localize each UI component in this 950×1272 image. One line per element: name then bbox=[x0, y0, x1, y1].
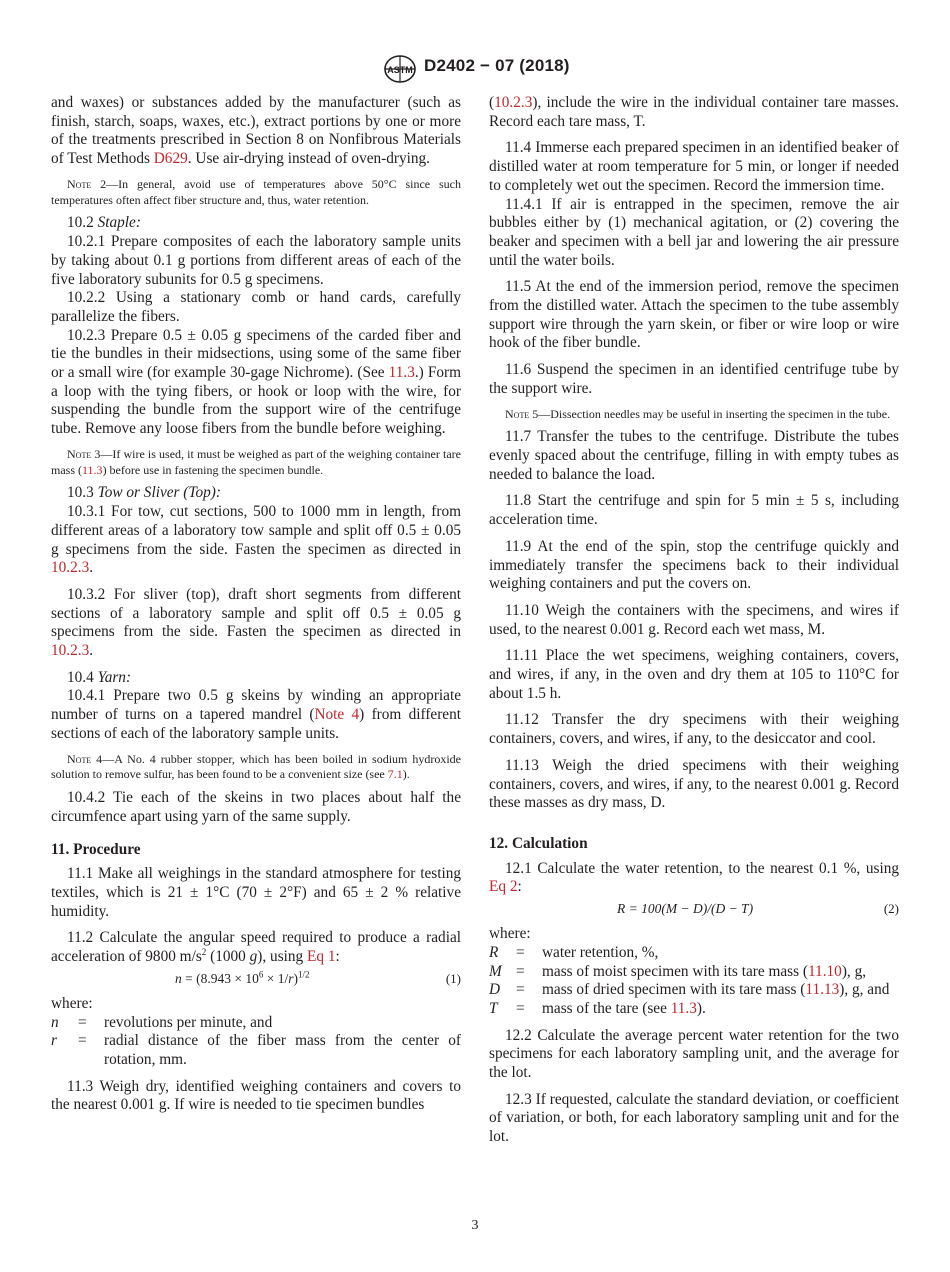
note-4: Note 4—A No. 4 rubber stopper, which has been boiled in sodium hydroxide solution to remove sulfur, has been found to be a convenient size (see 7.1). bbox=[51, 751, 461, 782]
link-eq-1[interactable]: Eq 1 bbox=[307, 948, 336, 966]
link-7-1[interactable]: 7.1 bbox=[387, 767, 403, 782]
equation-2 bbox=[489, 897, 899, 921]
section-11-6: 11.6 Suspend the specimen in an identified centrifuge tube by the support wire. bbox=[489, 361, 899, 397]
section-11-5: 11.5 At the end of the immersion period, remove the specimen from the distilled water. Attach the specimen to the tube assembly support wire through the yarn skein, or fiber or wire loop or wire hook of the fiber bundle. bbox=[489, 278, 899, 352]
section-10-3: 10.3 Tow or Sliver (Top): bbox=[67, 484, 221, 502]
note-2: Note 2—In general, avoid use of temperatures above 50°C since such temperatures often affect fiber structure and, thus, water retention. bbox=[51, 176, 461, 207]
section-11-8: 11.8 Start the centrifuge and spin for 5 min ± 5 s, including acceleration time. bbox=[489, 492, 899, 529]
section-10-2-3: 10.2.3 Prepare 0.5 ± 0.05 g specimens of the carded fiber and tie the bundles in their midsections, using some of the same fiber or a small wire (for example 30-gage Nichrome). (See 11.3.) Form a loop with the tying fibers, or hook or loop with the wire, for suspending the bundle from the support wire of the centrifuge tube. Remove any loose fibers from the bundle before weighing. bbox=[51, 326, 461, 438]
page-number: 3 bbox=[471, 1218, 479, 1233]
section-10-3-2: 10.3.2 For sliver (top), draft short segments from different sections of a laboratory sample and split off 0.5 ± 0.05 g specimens from the side. Fasten the specimen as directed in 10.2.3. bbox=[51, 585, 461, 660]
section-10-2-1: 10.2.1 Prepare composites of each the laboratory sample units by taking about 0.1 g portions from different areas of each of the five laboratory subunits for 0.5 g specimens. bbox=[51, 233, 461, 288]
section-10-4: 10.4 Yarn: bbox=[67, 668, 132, 686]
section-11-11: 11.11 Place the wet specimens, weighing containers, covers, and wires, if any, in the oven and dry them at 105 to 110°C for about 1.5 h. bbox=[489, 647, 899, 702]
section-11-9: 11.9 At the end of the spin, stop the centrifuge quickly and immediately transfer the specimens back to their individual weighing containers and put the covers on. bbox=[489, 537, 899, 593]
section-11-4-1: 11.4.1 If air is entrapped in the specimen, remove the air bubbles either by (1) mechanical agitation, or (2) covering the beaker and specimen with a bell jar and lowering the air pressure until the water boils. bbox=[489, 195, 899, 269]
section-12-2: 12.2 Calculate the average percent water retention for the two specimens for each laboratory sampling unit, and the average for the lot. bbox=[489, 1026, 899, 1082]
section-11-1: 11.1 Make all weighings in the standard atmosphere for testing textiles, which is 21 ± 1°C (70 ± 2°F) and 65 ± 2 % relative humidity. bbox=[51, 865, 461, 920]
note-5: Note 5—Dissection needles may be useful in inserting the specimen in the tube. bbox=[505, 406, 891, 421]
link-11-3[interactable]: 11.3 bbox=[388, 364, 415, 382]
definition-M: M = mass of moist specimen with its tare mass (11.10), g, bbox=[489, 962, 867, 980]
where-label: where: bbox=[51, 994, 93, 1012]
section-11-3: 11.3 Weigh dry, identified weighing containers and covers to the nearest 0.001 g. If wire is needed to tie specimen bundles bbox=[51, 1077, 461, 1114]
equation-2-expression: R = 100(M − D)/(D − T) bbox=[617, 901, 754, 917]
link-11-13[interactable]: 11.13 bbox=[805, 981, 840, 999]
equation-2-number: (2) bbox=[883, 901, 899, 917]
note-3: Note 3—If wire is used, it must be weighed as part of the weighing container tare mass (11.3) before use in fastening the specimen bundle. bbox=[51, 446, 461, 477]
section-11-4: 11.4 Immerse each prepared specimen in an identified beaker of distilled water at room temperature for 5 min, or longer if needed to completely wet out the specimen. Record the immersion time. bbox=[489, 139, 899, 194]
equation-1 bbox=[51, 967, 461, 991]
logo-text: ASTM bbox=[387, 65, 413, 75]
link-11-10[interactable]: 11.10 bbox=[807, 962, 842, 980]
link-note-4[interactable]: Note 4 bbox=[314, 706, 360, 724]
section-11-2: 11.2 Calculate the angular speed required to produce a radial acceleration of 9800 $m/s^2$ (1000 g), using Eq 1: bbox=[51, 929, 461, 966]
section-12-1: 12.1 Calculate the water retention, to the nearest 0.1 %, using Eq 2: bbox=[489, 859, 899, 896]
section-10-4-2: 10.4.2 Tie each of the skeins in two places about half the circumfence apart using yarn of the same supply. bbox=[51, 789, 461, 825]
page-header bbox=[0, 48, 950, 88]
section-10-2-2: 10.2.2 Using a stationary comb or hand cards, carefully parallelize the fibers. bbox=[51, 289, 461, 325]
definition-T: T = mass of the tare (see 11.3). bbox=[489, 999, 706, 1017]
link-d629[interactable]: D629 bbox=[153, 150, 188, 168]
heading-calculation: 12. Calculation bbox=[489, 835, 588, 852]
heading-procedure: 11. Procedure bbox=[51, 840, 141, 858]
section-11-13: 11.13 Weigh the dried specimens with their weighing containers, covers, and wires, if any, to the nearest 0.001 g. Record these masses as dry mass, D. bbox=[489, 756, 899, 812]
section-10-2: 10.2 Staple: bbox=[67, 214, 141, 232]
section-10-3-1: 10.3.1 For tow, cut sections, 500 to 1000 mm in length, from different areas of a laboratory tow sample and split off 0.5 ± 0.05 g specimens from the side. Fasten the specimen as directed in 10.2.3. bbox=[51, 503, 461, 577]
definition-D: D = mass of dried specimen with its tare mass (11.13), g, and bbox=[489, 981, 890, 999]
link-10-2-3[interactable]: 10.2.3 bbox=[494, 94, 533, 111]
left-column bbox=[51, 94, 461, 1115]
section-11-12: 11.12 Transfer the dry specimens with their weighing containers, covers, and wires, if any, to the desiccator and cool. bbox=[489, 711, 899, 748]
definition-r: r = radial distance of the fiber mass from the center of rotation, mm. bbox=[51, 1032, 461, 1068]
section-11-10: 11.10 Weigh the containers with the specimens, and wires if used, to the nearest 0.001 g. Record each wet mass, M. bbox=[489, 601, 899, 638]
link-10-2-3[interactable]: 10.2.3 bbox=[51, 559, 90, 577]
right-column bbox=[489, 94, 899, 1147]
definition-n: n = revolutions per minute, and bbox=[51, 1013, 273, 1031]
section-11-7: 11.7 Transfer the tubes to the centrifuge. Distribute the tubes evenly spaced about the centrifuge, filling in with empty tubes as needed to balance the load. bbox=[489, 428, 899, 483]
paragraph-continuation: (10.2.3), include the wire in the individual container tare masses. Record each tare mass, T. bbox=[489, 94, 899, 130]
where-label: where: bbox=[489, 925, 531, 943]
paragraph-continuation: and waxes) or substances added by the manufacturer (such as finish, starch, soaps, waxes, etc.), extract portions by one or more of the treatments prescribed in Section 8 on Nonfibrous Materials of Test Methods D629. Use air-drying instead of oven-drying. bbox=[51, 94, 461, 168]
equation-1-expression: $n = (8.943 \times 10^6 \times 1/r)^{1/2}$ bbox=[175, 969, 310, 986]
section-10-4-1: 10.4.1 Prepare two 0.5 g skeins by winding an appropriate number of turns on a tapered mandrel (Note 4) from different sections of each of the laboratory sample units. bbox=[51, 687, 461, 742]
astm-logo-icon bbox=[380, 54, 420, 84]
definition-R: R = water retention, %, bbox=[489, 943, 659, 961]
link-10-2-3[interactable]: 10.2.3 bbox=[51, 642, 90, 660]
link-11-3[interactable]: 11.3 bbox=[670, 999, 697, 1017]
document-id: D2402 − 07 (2018) bbox=[424, 56, 570, 75]
link-11-3[interactable]: 11.3 bbox=[82, 462, 103, 477]
section-12-3: 12.3 If requested, calculate the standard deviation, or coefficient of variation, or both, for each laboratory sampling unit and for the lot. bbox=[489, 1090, 899, 1146]
equation-1-number: (1) bbox=[445, 970, 461, 986]
link-eq-2[interactable]: Eq 2 bbox=[489, 878, 518, 896]
